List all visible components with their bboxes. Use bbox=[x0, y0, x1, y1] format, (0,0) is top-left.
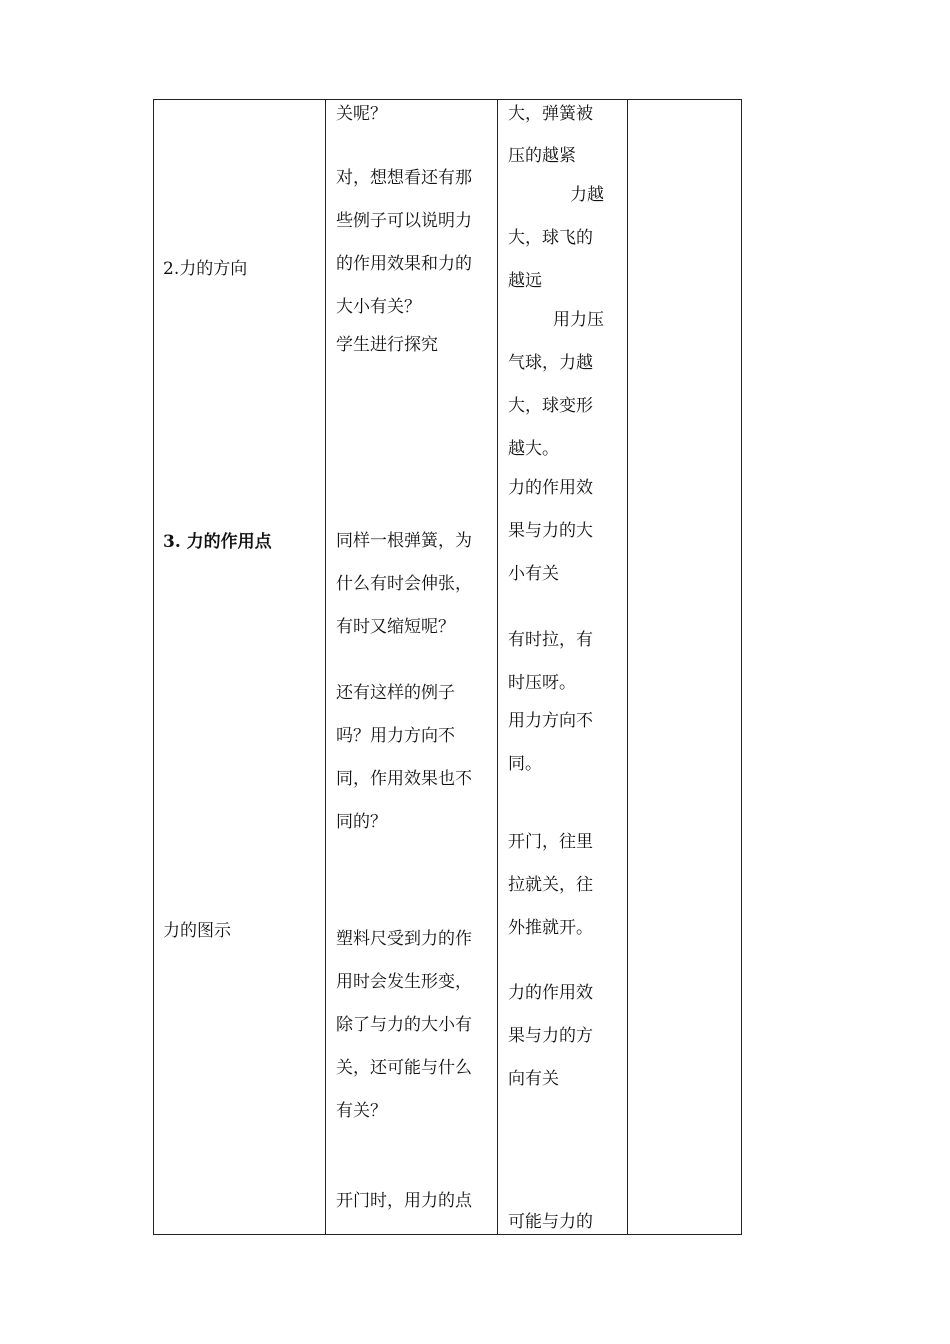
teacher-text-line: 除了与力的大小有 bbox=[336, 1015, 472, 1035]
student-text-line: 气球，力越 bbox=[508, 353, 593, 373]
student-text-line: 大，球变形 bbox=[508, 396, 593, 416]
student-text-line: 时压呀。 bbox=[508, 673, 576, 693]
teacher-text-line: 开门时，用力的点 bbox=[336, 1191, 472, 1211]
teacher-text-line: 有时又缩短呢？ bbox=[336, 617, 455, 637]
teacher-text-line: 同样一根弹簧，为 bbox=[336, 531, 472, 551]
teacher-text-line: 些例子可以说明力 bbox=[336, 211, 472, 231]
section-heading-point: 3. 力的作用点 bbox=[163, 532, 272, 552]
student-text-line: 大，弹簧被 bbox=[508, 104, 593, 124]
student-text-line: 同。 bbox=[508, 754, 542, 774]
teacher-text-line: 关，还可能与什么 bbox=[336, 1058, 472, 1078]
teacher-text-line: 的作用效果和力的 bbox=[336, 254, 472, 274]
column-divider bbox=[325, 99, 326, 1235]
teacher-text-line: 同的？ bbox=[336, 812, 387, 832]
student-text-line: 果与力的大 bbox=[508, 521, 593, 541]
teacher-text-line: 塑料尺受到力的作 bbox=[336, 929, 472, 949]
section-heading-diagram: 力的图示 bbox=[163, 921, 231, 941]
student-text-line: 压的越紧 bbox=[508, 146, 576, 166]
teacher-text-line: 关呢？ bbox=[336, 104, 387, 124]
student-text-line: 开门，往里 bbox=[508, 832, 593, 852]
student-text-line: 外推就开。 bbox=[508, 918, 593, 938]
teacher-text-line: 用时会发生形变， bbox=[336, 972, 472, 992]
student-text-line: 大，球飞的 bbox=[508, 228, 593, 248]
teacher-text-line: 学生进行探究 bbox=[336, 335, 438, 355]
teacher-text-line: 大小有关？ bbox=[336, 297, 421, 317]
teacher-text-line: 对，想想看还有那 bbox=[336, 168, 472, 188]
student-text-line: 拉就关，往 bbox=[508, 875, 593, 895]
student-text-line: 可能与力的 bbox=[508, 1212, 593, 1232]
student-text-line: 越远 bbox=[508, 271, 542, 291]
student-text-line: 用力方向不 bbox=[508, 711, 593, 731]
column-divider bbox=[497, 99, 498, 1235]
column-divider bbox=[627, 99, 628, 1235]
section-heading-direction: 2.力的方向 bbox=[163, 259, 248, 279]
student-text-line: 向有关 bbox=[508, 1069, 559, 1089]
student-text-line: 力的作用效 bbox=[508, 983, 593, 1003]
student-text-line: 有时拉，有 bbox=[508, 630, 593, 650]
teacher-text-line: 吗？用力方向不 bbox=[336, 726, 455, 746]
student-text-line: 小有关 bbox=[508, 564, 559, 584]
teacher-text-line: 什么有时会伸张， bbox=[336, 574, 472, 594]
student-text-line: 力的作用效 bbox=[508, 478, 593, 498]
student-text-line: 用力压 bbox=[553, 310, 604, 330]
teacher-text-line: 还有这样的例子 bbox=[336, 683, 455, 703]
student-text-line: 越大。 bbox=[508, 439, 559, 459]
teacher-text-line: 有关？ bbox=[336, 1101, 387, 1121]
student-text-line: 果与力的方 bbox=[508, 1026, 593, 1046]
teacher-text-line: 同，作用效果也不 bbox=[336, 769, 472, 789]
student-text-line: 力越 bbox=[570, 185, 604, 205]
